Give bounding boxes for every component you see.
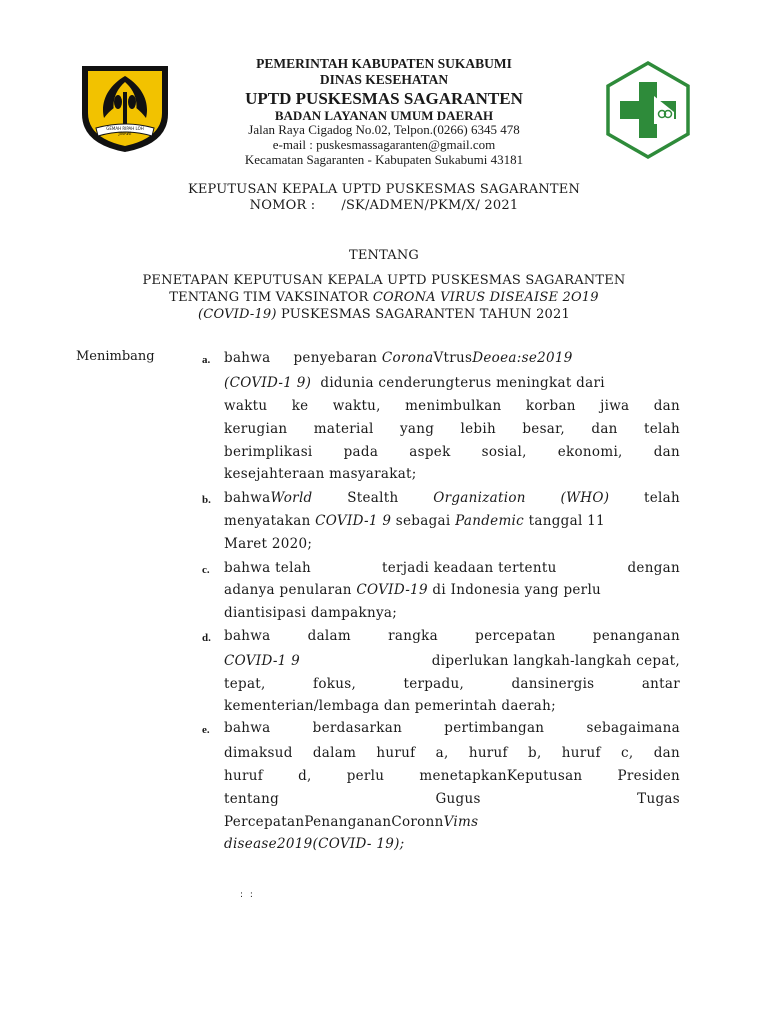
decree-subject-line-2: TENTANG TIM VAKSINATOR CORONA VIRUS DISEAISE 2O19	[169, 290, 599, 305]
decree-tentang: TENTANG	[348, 248, 420, 263]
item-b-line-2: menyatakan COVID-1 9 sebagai Pandemic tanggal 11	[224, 513, 605, 529]
header-department: DINAS KESEHATAN	[319, 72, 449, 87]
item-e-line-6: disease2019(COVID- 19);	[224, 836, 405, 852]
item-e-line-2: dimaksud dalam huruf a, huruf b, huruf c, dan	[224, 745, 680, 761]
decree-number: NOMOR : /SK/ADMEN/PKM/X/ 2021	[249, 198, 519, 213]
decree-subject-line-3: (COVID-19) PUSKESMAS SAGARANTEN TAHUN 2021	[198, 307, 570, 322]
item-e-line-4: tentang Gugus Tugas	[224, 791, 680, 807]
header-blud: BADAN LAYANAN UMUM DAERAH	[274, 108, 494, 123]
decree-title: KEPUTUSAN KEPALA UPTD PUSKESMAS SAGARANTEN	[187, 182, 581, 197]
item-d-line-2: COVID-1 9 diperlukan langkah-langkah cepat,	[224, 653, 680, 669]
item-a-line-4: kerugian material yang lebih besar, dan telah	[224, 421, 680, 437]
decree-subject-line-1: PENETAPAN KEPUTUSAN KEPALA UPTD PUSKESMAS SAGARANTEN	[142, 273, 626, 288]
item-e-line-3: huruf d, perlu menetapkanKeputusan Presiden	[224, 768, 680, 784]
item-b-line-1: bahwaWorld Stealth Organization (WHO) telah	[224, 490, 680, 506]
item-a-line-2: (COVID-1 9) didunia cenderungterus meningkat dari	[224, 375, 605, 391]
item-e-line-5: PercepatanPenangananCoronnVims	[224, 814, 479, 830]
item-e-line-1: bahwa berdasarkan pertimbangan sebagaimana	[224, 720, 680, 736]
item-a-line-3: waktu ke waktu, menimbulkan korban jiwa dan	[224, 398, 680, 414]
item-a-line-6: kesejahteraan masyarakat;	[224, 466, 417, 482]
item-letter-d: d.	[202, 632, 211, 644]
item-b-line-3: Maret 2020;	[224, 536, 313, 552]
logo-motto: GEMAH RIPAH LOH JINAWI	[106, 126, 144, 136]
item-letter-c: c.	[202, 564, 210, 576]
header-district: Kecamatan Sagaranten - Kabupaten Sukabumi 43181	[244, 152, 524, 167]
item-letter-e: e.	[202, 724, 210, 736]
header-government: PEMERINTAH KABUPATEN SUKABUMI	[256, 56, 512, 71]
footer-marks: : :	[240, 890, 255, 900]
item-a-line-5: berimplikasi pada aspek sosial, ekonomi, dan	[224, 444, 680, 460]
header-address: Jalan Raya Cigadog No.02, Telpon.(0266) 6345 478	[248, 122, 520, 137]
header-puskesmas-name: UPTD PUSKESMAS SAGARANTEN	[245, 89, 523, 108]
menimbang-label: Menimbang	[76, 349, 155, 364]
header-email: e-mail : puskesmassagaranten@gmail.com	[272, 137, 496, 152]
item-d-line-4: kementerian/lembaga dan pemerintah daerah;	[224, 698, 556, 714]
item-c-line-1: bahwa telah terjadi keadaan tertentu dengan	[224, 560, 680, 576]
item-letter-a: a.	[202, 354, 211, 366]
item-d-line-1: bahwa dalam rangka percepatan penanganan	[224, 628, 680, 644]
item-c-line-2: adanya penularan COVID-19 di Indonesia yang perlu	[224, 582, 602, 598]
item-a-line-1: bahwa penyebaran CoronaVtrusDeoea:se2019	[224, 350, 573, 366]
item-d-line-3: tepat, fokus, terpadu, dansinergis antar	[224, 676, 680, 692]
item-c-line-3: diantisipasi dampaknya;	[224, 605, 398, 621]
item-letter-b: b.	[202, 494, 211, 506]
